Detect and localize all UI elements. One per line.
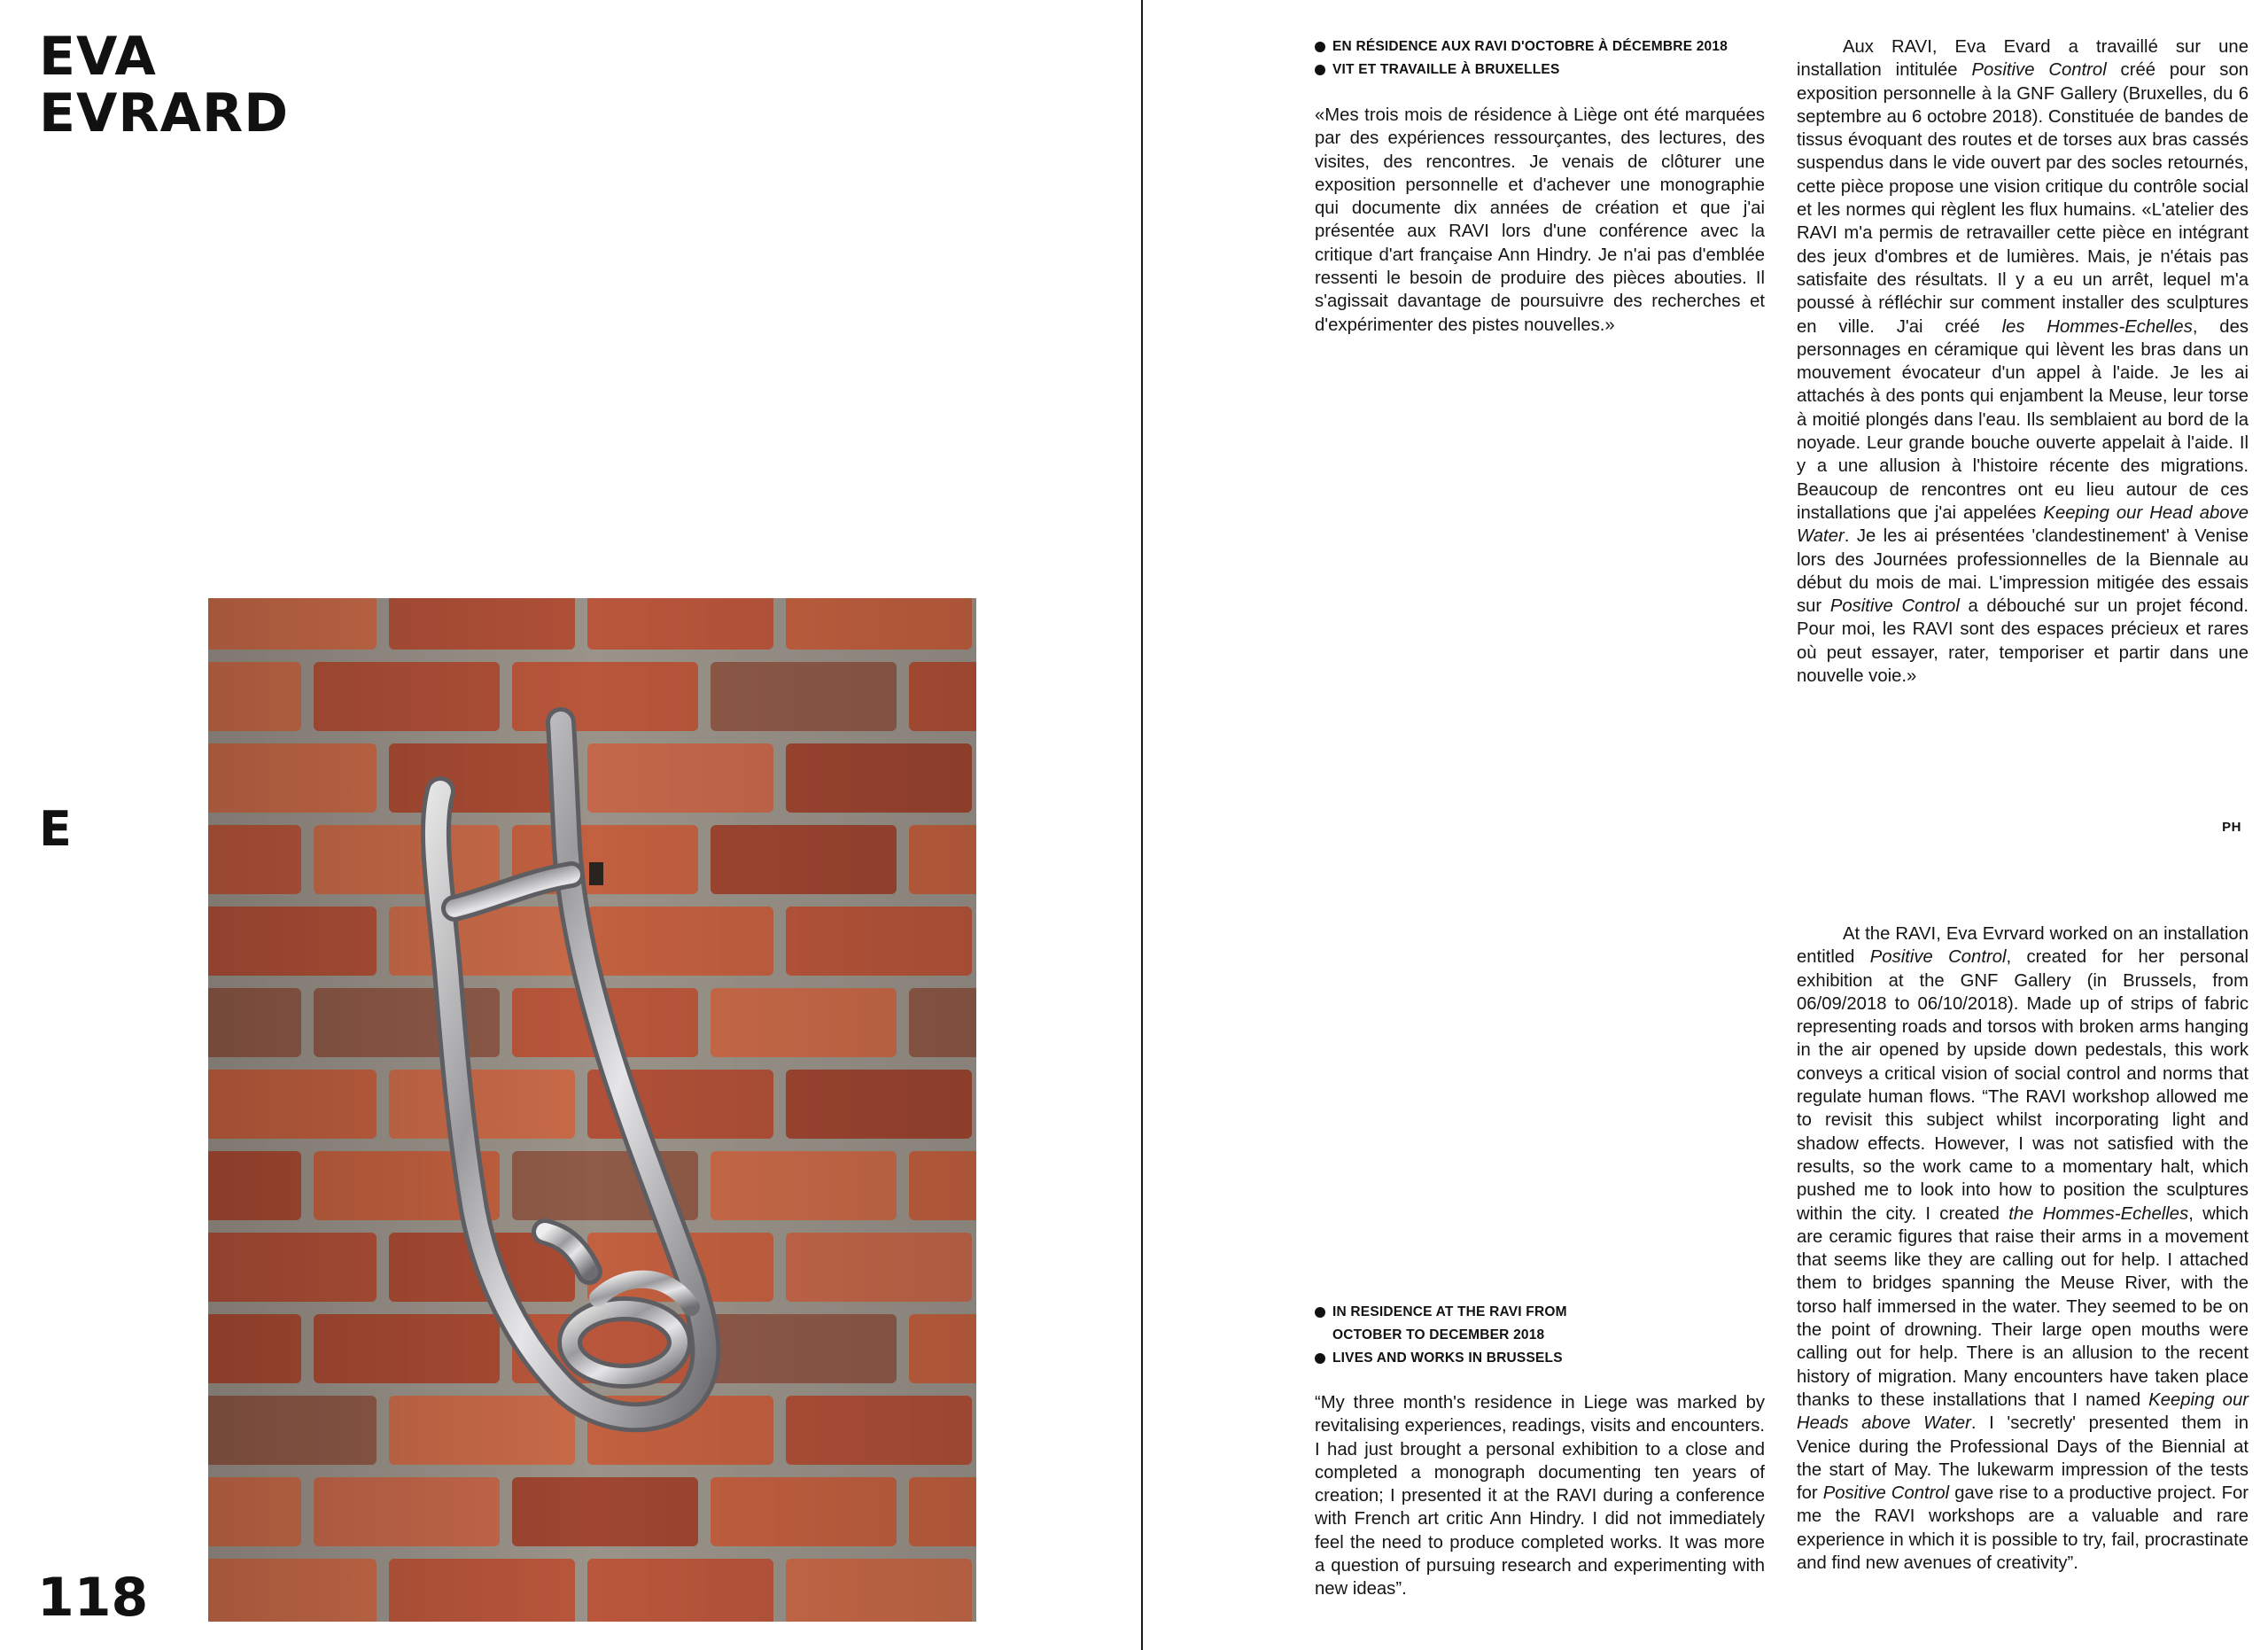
french-quote [1315,104,1765,337]
french-facts-list [1315,35,1775,82]
english-fact-location: LIVES AND WORKS IN BRUSSELS [1315,1347,1607,1370]
french-body-paragraph: Aux RAVI, Eva Evard a travaillé sur une installation intitulée Positive Control créé pour son exposition personnelle à la GNF Gallery (Bruxelles, du 6 septembre au 6 octobre 2018). Constituée de bandes de tissus évoquant des routes et de torses aux bras cassés suspendus dans le vide ouvert par des socles retournés, cette pièce propose une vision critique du contrôle social et les normes qui règlent les flux humains. «L'atelier des RAVI m'a permis de retravailler cette pièce en intégrant des jeux d'ombres et de lumières. Mais, je n'étais pas satisfaite des résultats. Il y a eu un arrêt, lequel m'a poussé à réfléchir sur comment installer des sculptures en ville. J'ai créé les Hommes-Echelles, des personnages en céramique qui lèvent les bras dans un mouvement évocateur d'un appel à l'aide. Je les ai attachés à des ponts qui enjambent la Meuse, leur torse à moitié plongés dans l'eau. Ils semblaient au bord de la noyade. Leur grande bouche ouverte appelait à l'aide. Il y a une allusion à l'histoire récente des migrations. Beaucoup de rencontres ont eu lieu autour de ces installations que j'ai appelées Keeping our Head above Water. Je les ai présentées 'clandestinement' à Venise lors des Journées professionnelles de la Biennale au début du mois de mai. L'impression mitigée des essais sur Positive Control a débouché sur un projet fécond. Pour moi, les RAVI sont des espaces précieux et rares où peut essayer, rater, temporiser et partir dans une nouvelle voie.» [1797,37,2249,687]
french-fact-location: VIT ET TRAVAILLE À BRUXELLES [1315,58,1775,82]
bullet-icon [1315,65,1325,75]
english-quote-text: “My three month's residence in Liege was marked by revitalising experiences, readings, visits and encounters. I had just brought a personal exhibition to a close and completed a monograph documenting ten years of creation; I presented it at the RAVI during a conference with French art critic Ann Hindry. I did not immediately feel the need to produce completed works. It was more a question of pursuing research and experimenting with new ideas”. [1315,1393,1765,1599]
french-quote-text: «Mes trois mois de résidence à Liège ont été marquées par des expériences ressourçantes, des lectures, des visites, des rencontres. Je venais de clôturer une exposition personnelle et d'achever une monographie qui documente dix années de création et que j'ai présentée aux RAVI lors d'une conférence avec la critique d'art française Ann Hindry. Je n'ai pas d'emblée ressenti le besoin de produire des pièces abouties. Il s'agissait davantage de poursuivre des recherches et d'expérimenter des pistes nouvelles.» [1315,105,1765,335]
bullet-icon [1315,42,1325,52]
artist-last-name: EVRARD [39,82,290,144]
page-number: 118 [37,1567,149,1629]
french-body [1797,35,2249,688]
english-body [1797,922,2249,1575]
section-letter: E [39,801,72,857]
bullet-icon [1315,1307,1325,1318]
brick-wall-sculpture-image [208,598,976,1622]
artwork-photo [208,598,976,1622]
right-page [1143,0,2268,1650]
author-initials: PH [2222,820,2241,835]
english-facts-list [1315,1301,1607,1370]
artist-name [39,28,289,142]
english-quote [1315,1391,1765,1601]
bullet-icon [1315,1353,1325,1364]
english-body-paragraph: At the RAVI, Eva Evrvard worked on an installation entitled Positive Control, created for her personal exhibition at the GNF Gallery (in Brussels, from 06/09/2018 to 06/10/2018). Made up of strips of fabric representing roads and torsos with broken arms hanging in the air opened by upside down pedestals, this work conveys a critical vision of social control and norms that regulate human flows. “The RAVI workshop allowed me to revisit this subject whilst incorporating light and shadow effects. However, I was not satisfied with the results, so the work came to a momentary halt, which pushed me to look into how to position the sculptures within the city. I created the Hommes-Echelles, which are ceramic figures that raise their arms in a movement that seems like they are calling out for help. I attached them to bridges spanning the Meuse River, with the torso half immersed in the water. They seemed to be on the point of drowning. Their large open mouths were calling out for help. There is an allusion to the recent history of migration. Many encounters have taken place thanks to these installations that I named Keeping our Heads above Water. I 'secretly' presented them in Venice during the Professional Days of the Biennial at the start of May. The lukewarm impression of the tests for Positive Control gave rise to a productive project. For me the RAVI workshops are a valuable and rare experience in which it is possible to try, fail, procrastinate and find new avenues of creativity”. [1797,924,2249,1574]
french-fact-residence: EN RÉSIDENCE AUX RAVI D'OCTOBRE À DÉCEMBRE 2018 [1315,35,1775,58]
english-fact-residence: IN RESIDENCE AT THE RAVI FROM OCTOBER TO DECEMBER 2018 [1315,1301,1607,1347]
artist-first-name: EVA [39,26,157,88]
